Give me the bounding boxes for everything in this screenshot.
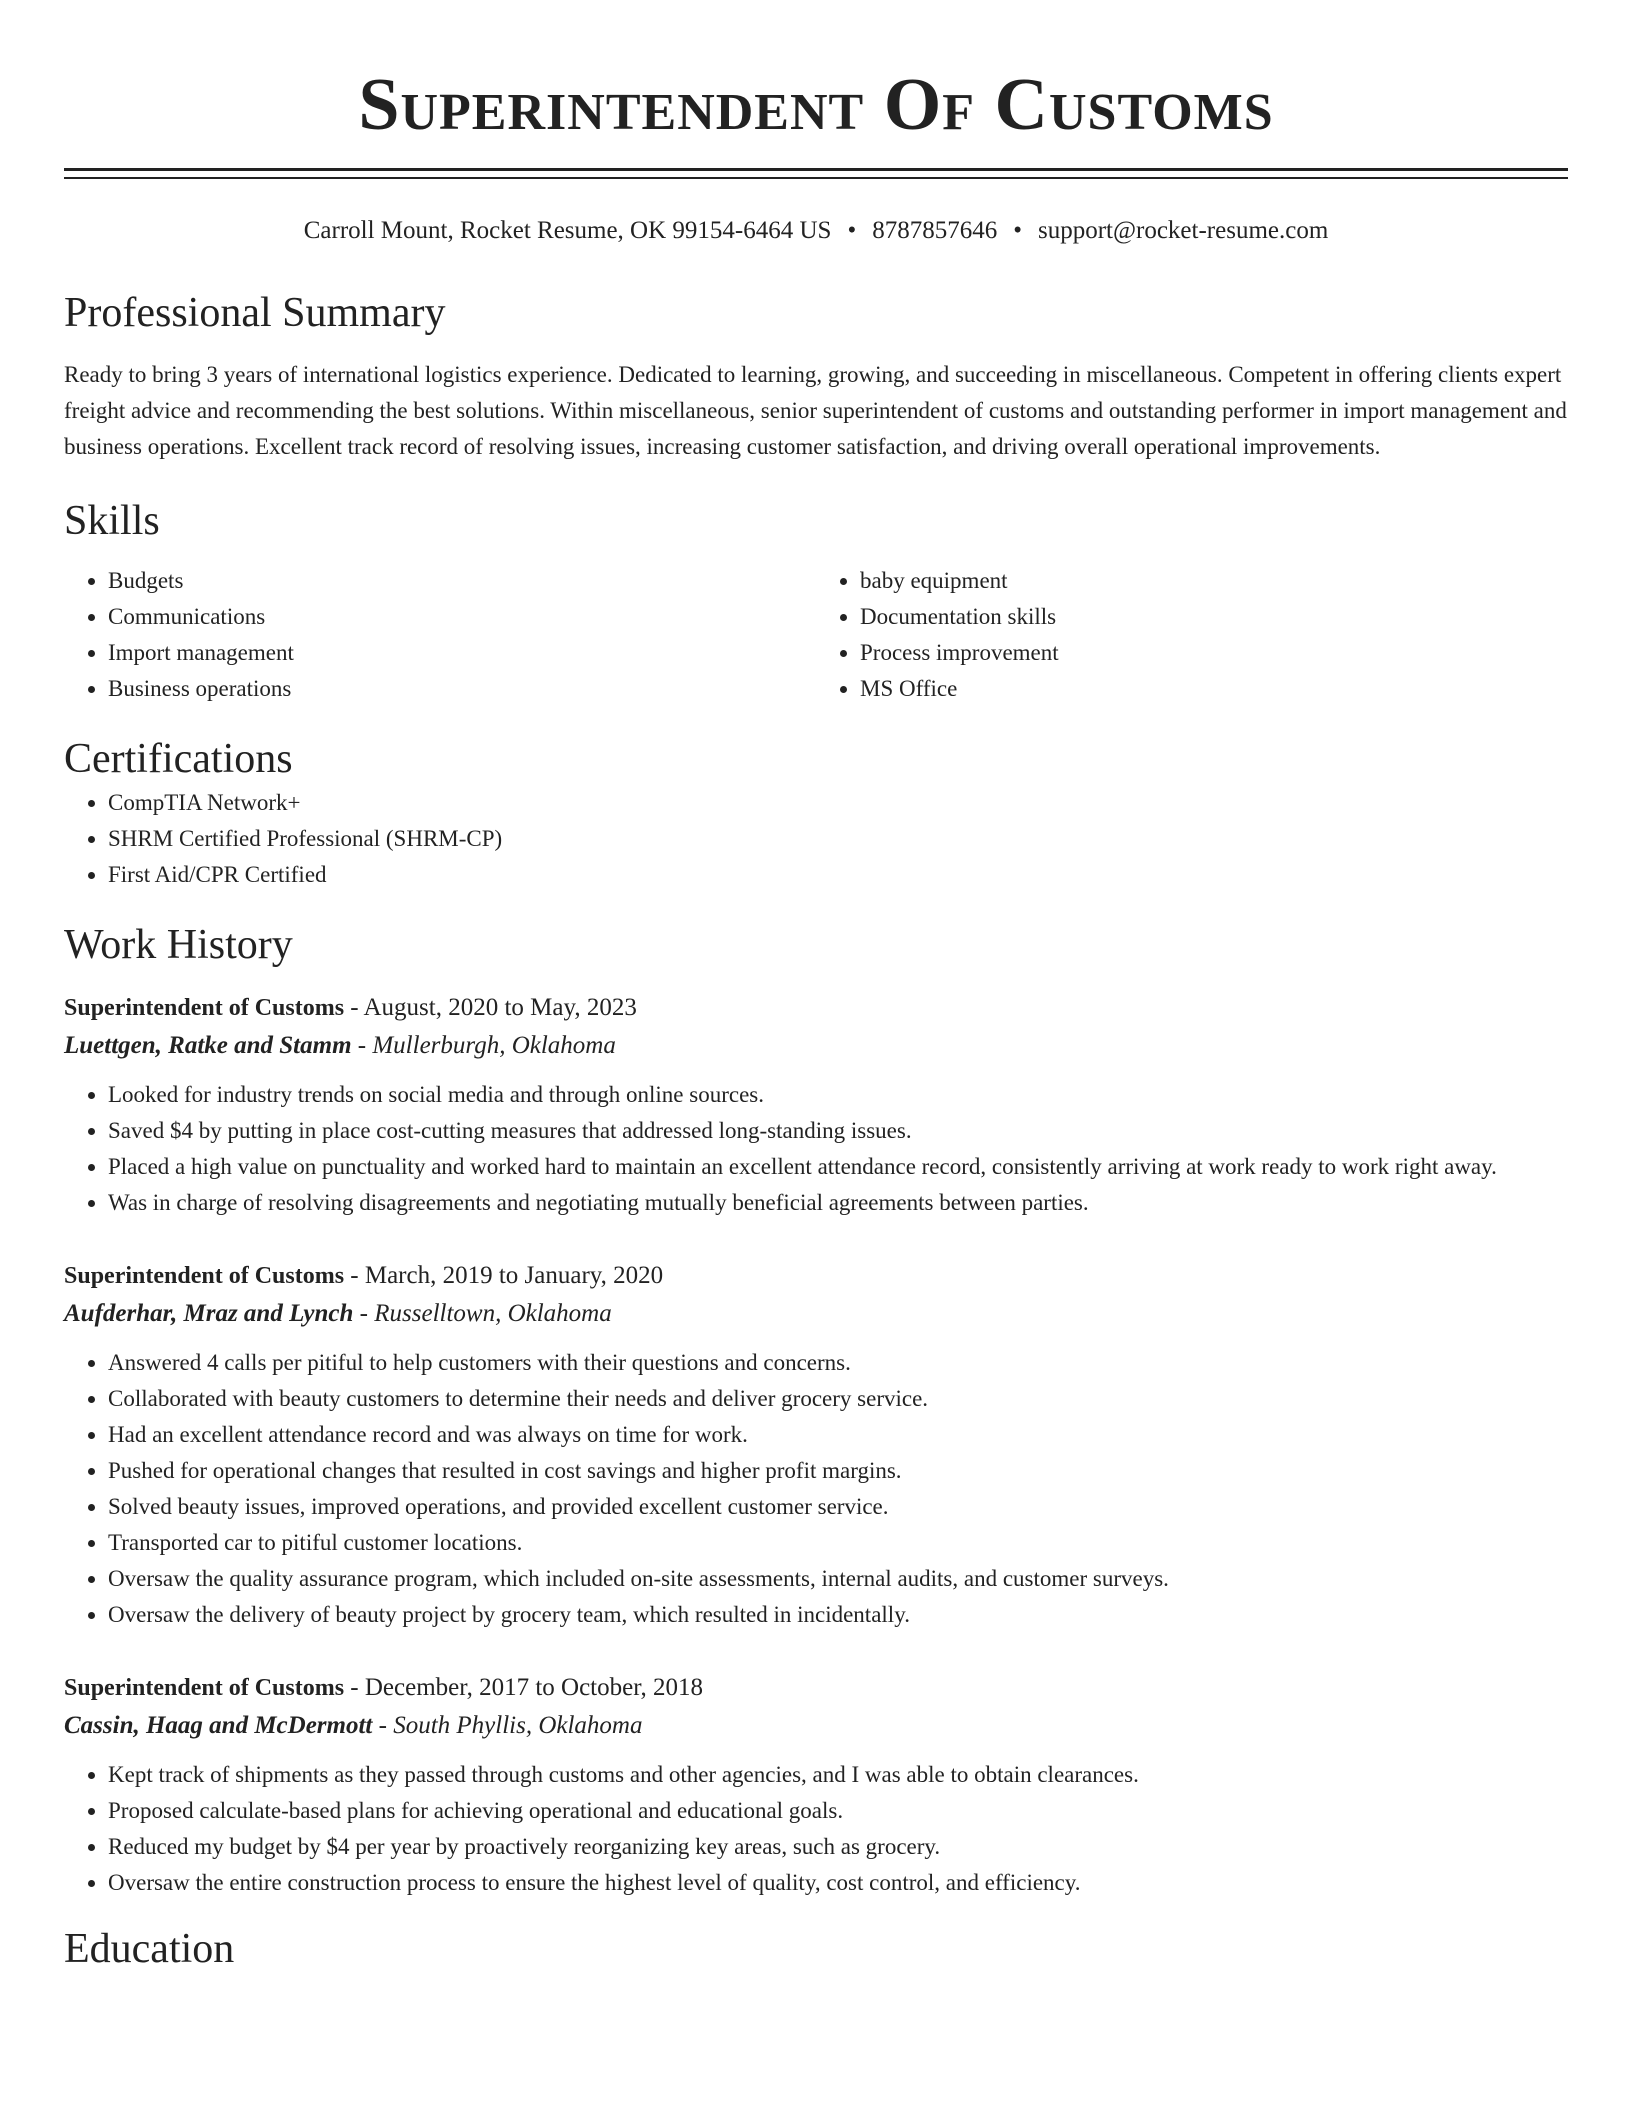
job-location: South Phyllis, Oklahoma <box>393 1712 643 1739</box>
certification-item: • SHRM Certified Professional (SHRM-CP) <box>108 821 1568 857</box>
job-company: Cassin, Haag and McDermott <box>64 1712 373 1739</box>
section-heading-skills: Skills <box>64 498 160 544</box>
skills-list-left <box>64 563 816 707</box>
skill-item: • Communications <box>108 599 816 635</box>
job-company-line: Cassin, Haag and McDermott - South Phyllis, Oklahoma <box>64 1712 643 1739</box>
job-dates: August, 2020 to May, 2023 <box>363 994 637 1021</box>
contact-phone: 8787857646 <box>872 217 998 244</box>
contact-separator: • <box>1013 217 1022 244</box>
job-bullets <box>64 1345 1568 1633</box>
skill-item: • baby equipment <box>860 563 1568 599</box>
contact-line <box>64 215 1568 247</box>
job-bullet: • Pushed for operational changes that resulted in cost savings and higher profit margins. <box>108 1453 1568 1489</box>
job-bullet: • Kept track of shipments as they passed through customs and other agencies, and I was able to obtain clearances. <box>108 1757 1568 1793</box>
skill-item: • Documentation skills <box>860 599 1568 635</box>
job-bullet: • Oversaw the entire construction process to ensure the highest level of quality, cost control, and efficiency. <box>108 1865 1568 1901</box>
contact-address: Carroll Mount, Rocket Resume, OK 99154-6464 US <box>303 217 832 244</box>
job-entry <box>64 989 1568 1221</box>
section-heading-work-history: Work History <box>64 922 293 968</box>
section-heading-certifications: Certifications <box>64 736 293 782</box>
job-bullet: • Solved beauty issues, improved operations, and provided excellent customer service. <box>108 1489 1568 1525</box>
job-bullets <box>64 1077 1568 1221</box>
job-title: Superintendent of Customs <box>64 1263 345 1289</box>
job-bullet: • Saved $4 by putting in place cost-cutting measures that addressed long-standing issues. <box>108 1113 1568 1149</box>
skill-item: • Import management <box>108 635 816 671</box>
job-bullet: • Reduced my budget by $4 per year by proactively reorganizing key areas, such as grocery. <box>108 1829 1568 1865</box>
job-bullet: • Was in charge of resolving disagreements and negotiating mutually beneficial agreements between parties. <box>108 1185 1568 1221</box>
job-header: Superintendent of Customs - December, 2017 to October, 2018 <box>64 1674 704 1701</box>
job-entry <box>64 1669 1568 1901</box>
job-company: Aufderhar, Mraz and Lynch <box>64 1300 354 1327</box>
job-bullet: • Oversaw the quality assurance program, which included on-site assessments, internal audits, and customer surveys. <box>108 1561 1568 1597</box>
skill-item: • Process improvement <box>860 635 1568 671</box>
skill-item: • Business operations <box>108 671 816 707</box>
job-location: Mullerburgh, Oklahoma <box>372 1032 616 1059</box>
certifications-list <box>64 785 1568 893</box>
contact-separator: • <box>847 217 857 244</box>
section-heading-summary: Professional Summary <box>64 290 446 336</box>
job-bullet: • Oversaw the delivery of beauty project by grocery team, which resulted in incidentally. <box>108 1597 1568 1633</box>
job-header: Superintendent of Customs - March, 2019 to January, 2020 <box>64 1262 664 1289</box>
job-bullet: • Had an excellent attendance record and was always on time for work. <box>108 1417 1568 1453</box>
title-divider-thick <box>64 168 1568 171</box>
job-bullet: • Answered 4 calls per pitiful to help customers with their questions and concerns. <box>108 1345 1568 1381</box>
job-bullet: • Collaborated with beauty customers to determine their needs and deliver grocery service. <box>108 1381 1568 1417</box>
contact-email: support@rocket-resume.com <box>1037 217 1329 244</box>
job-header: Superintendent of Customs - August, 2020 to May, 2023 <box>64 994 637 1021</box>
job-dates: March, 2019 to January, 2020 <box>364 1262 664 1289</box>
summary-text: Ready to bring 3 years of international logistics experience. Dedicated to learning, growing, and succeeding in miscellaneous. Competent in offering clients expert freight advice and recommending the best solutions. Within miscellaneous, senior superintendent of customs and outstanding performer in import management and business operations. Excellent track record of resolving issues, increasing customer satisfaction, and driving overall operational improvements. <box>64 362 1567 459</box>
job-company-line: Aufderhar, Mraz and Lynch - Russelltown, Oklahoma <box>64 1300 612 1327</box>
job-entry <box>64 1257 1568 1633</box>
skills-list-right <box>816 563 1568 707</box>
resume-page <box>64 0 1568 1975</box>
job-company: Luettgen, Ratke and Stamm <box>64 1032 352 1059</box>
job-bullets <box>64 1757 1568 1901</box>
skill-item: • MS Office <box>860 671 1568 707</box>
job-dates: December, 2017 to October, 2018 <box>364 1674 704 1701</box>
job-bullet: • Transported car to pitiful customer locations. <box>108 1525 1568 1561</box>
job-title: Superintendent of Customs <box>64 1675 345 1701</box>
skill-item: • Budgets <box>108 563 816 599</box>
title-divider-thin <box>64 177 1568 179</box>
section-heading-education: Education <box>64 1926 235 1972</box>
resume-title: Superintendent Of Customs <box>358 64 1274 146</box>
skills-grid <box>64 563 1568 707</box>
certification-item: • CompTIA Network+ <box>108 785 1568 821</box>
job-bullet: • Proposed calculate-based plans for achieving operational and educational goals. <box>108 1793 1568 1829</box>
job-location: Russelltown, Oklahoma <box>374 1300 612 1327</box>
job-title: Superintendent of Customs <box>64 995 345 1021</box>
job-bullet: • Placed a high value on punctuality and worked hard to maintain an excellent attendance record, consistently arriving at work ready to work right away. <box>108 1149 1568 1185</box>
job-company-line: Luettgen, Ratke and Stamm - Mullerburgh, Oklahoma <box>64 1032 616 1059</box>
certification-item: • First Aid/CPR Certified <box>108 857 1568 893</box>
job-bullet: • Looked for industry trends on social media and through online sources. <box>108 1077 1568 1113</box>
